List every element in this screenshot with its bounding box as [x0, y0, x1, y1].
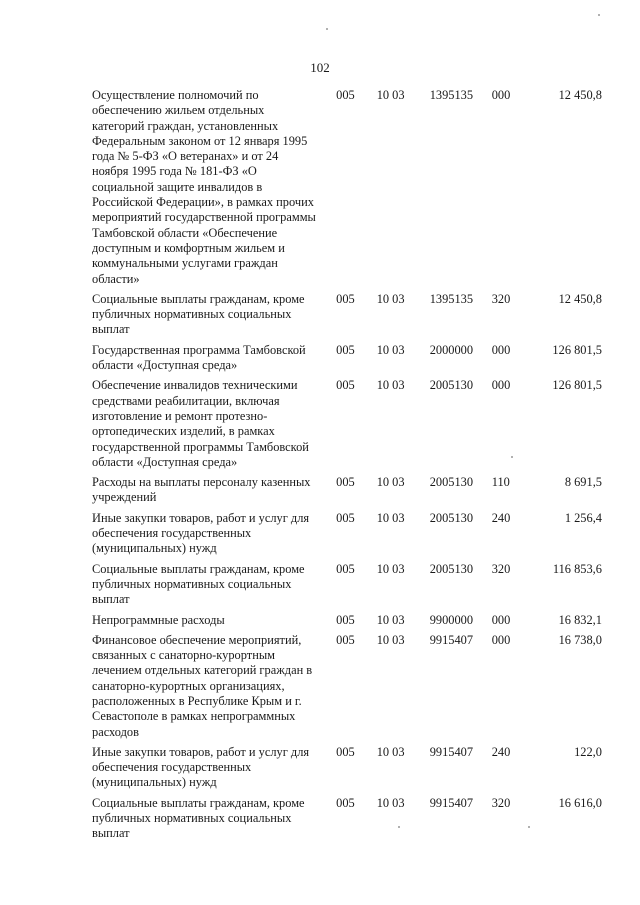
row-admin-code: 005 — [336, 88, 355, 102]
row-admin-code: 005 — [336, 612, 355, 627]
row-admin-code: 005 — [336, 632, 355, 647]
table-row — [92, 88, 602, 287]
row-target-code: 9915407 — [429, 744, 474, 759]
scan-speck — [511, 456, 513, 458]
row-section-code: 10 03 — [376, 795, 405, 810]
row-expense-type: 320 — [491, 561, 511, 576]
row-target-code: 1395135 — [429, 88, 474, 102]
row-target-code: 1395135 — [429, 291, 474, 306]
row-section-code: 10 03 — [376, 632, 405, 647]
row-section-code: 10 03 — [376, 475, 405, 490]
row-section-code: 10 03 — [376, 342, 405, 357]
page-number: 102 — [310, 60, 330, 75]
table-row — [92, 562, 602, 608]
row-name: Осуществление полномочий по обеспечению жильем отдельных категорий граждан, установленных Федеральным законом от 12 января 1995 года № 5-ФЗ «О ветеранах» и от 24 ноября 1995 года № 181-ФЗ «О социальной защите инвалидов в Российской Федерации», в рамках прочих мероприятий государственной программы Тамбовской области «Обеспечение доступным и комфортным жильем и коммунальными услугами граждан области» — [92, 88, 316, 286]
row-sum: 116 853,6 — [552, 561, 602, 576]
row-expense-type: 000 — [491, 88, 511, 102]
table-row — [92, 475, 602, 506]
row-admin-code: 005 — [336, 744, 355, 759]
table-row — [92, 292, 602, 338]
table-row — [92, 613, 602, 628]
row-target-code: 9915407 — [429, 795, 474, 810]
row-section-code: 10 03 — [376, 510, 405, 525]
table-row — [92, 745, 602, 791]
row-sum: 126 801,5 — [552, 342, 602, 357]
row-sum: 12 450,8 — [558, 291, 602, 306]
row-sum: 1 256,4 — [564, 510, 602, 525]
row-expense-type: 000 — [491, 378, 511, 393]
row-name: Социальные выплаты гражданам, кроме публичных нормативных социальных выплат — [92, 795, 305, 841]
row-admin-code: 005 — [336, 561, 355, 576]
row-name: Непрограммные расходы — [92, 612, 225, 627]
row-section-code: 10 03 — [376, 88, 405, 102]
table-row — [92, 511, 602, 557]
row-target-code: 2005130 — [429, 475, 474, 490]
scan-speck — [528, 826, 530, 828]
row-sum: 122,0 — [574, 744, 602, 759]
row-name: Финансовое обеспечение мероприятий, связанных с санаторно-курортным лечением отдельных категорий граждан в санаторно-курортных организациях, расположенных в Республике Крым и г. Севастополе в рамках непрограммных расходов — [92, 632, 313, 739]
scan-speck — [598, 14, 600, 16]
row-sum: 12 450,8 — [558, 88, 602, 102]
row-sum: 126 801,5 — [552, 378, 602, 393]
row-sum: 16 832,1 — [558, 612, 602, 627]
row-expense-type: 000 — [491, 342, 511, 357]
budget-table — [92, 88, 602, 847]
row-section-code: 10 03 — [376, 378, 405, 393]
row-section-code: 10 03 — [376, 291, 405, 306]
row-expense-type: 320 — [491, 291, 511, 306]
row-admin-code: 005 — [336, 342, 355, 357]
row-sum: 8 691,5 — [564, 475, 602, 490]
row-sum: 16 738,0 — [558, 632, 602, 647]
row-name: Социальные выплаты гражданам, кроме публичных нормативных социальных выплат — [92, 561, 305, 607]
row-name: Социальные выплаты гражданам, кроме публичных нормативных социальных выплат — [92, 291, 305, 337]
table-row — [92, 633, 602, 740]
row-name: Обеспечение инвалидов техническими средствами реабилитации, включая изготовление и ремонт протезно-ортопедических изделий, в рамках государственной программы Тамбовской области «Доступная среда» — [92, 378, 309, 469]
row-expense-type: 000 — [491, 632, 511, 647]
row-expense-type: 000 — [491, 612, 511, 627]
row-sum: 16 616,0 — [558, 795, 602, 810]
row-section-code: 10 03 — [376, 561, 405, 576]
row-expense-type: 240 — [491, 744, 511, 759]
row-name: Иные закупки товаров, работ и услуг для обеспечения государственных (муниципальных) нужд — [92, 510, 310, 556]
row-target-code: 9915407 — [429, 632, 474, 647]
row-admin-code: 005 — [336, 475, 355, 490]
table-row — [92, 796, 602, 842]
row-admin-code: 005 — [336, 795, 355, 810]
scan-speck — [326, 28, 328, 30]
scan-speck — [398, 826, 400, 828]
row-expense-type: 320 — [491, 795, 511, 810]
row-admin-code: 005 — [336, 291, 355, 306]
row-name: Иные закупки товаров, работ и услуг для обеспечения государственных (муниципальных) нужд — [92, 744, 310, 790]
row-target-code: 2005130 — [429, 510, 474, 525]
row-name: Расходы на выплаты персоналу казенных учреждений — [92, 475, 311, 505]
row-section-code: 10 03 — [376, 744, 405, 759]
row-admin-code: 005 — [336, 510, 355, 525]
row-expense-type: 240 — [491, 510, 511, 525]
row-target-code: 2005130 — [429, 378, 474, 393]
row-section-code: 10 03 — [376, 612, 405, 627]
table-row — [92, 378, 602, 470]
row-admin-code: 005 — [336, 378, 355, 393]
row-target-code: 9900000 — [429, 612, 474, 627]
row-target-code: 2005130 — [429, 561, 474, 576]
row-expense-type: 110 — [491, 475, 510, 490]
row-name: Государственная программа Тамбовской области «Доступная среда» — [92, 342, 306, 373]
row-target-code: 2000000 — [429, 342, 474, 357]
table-row — [92, 343, 602, 374]
